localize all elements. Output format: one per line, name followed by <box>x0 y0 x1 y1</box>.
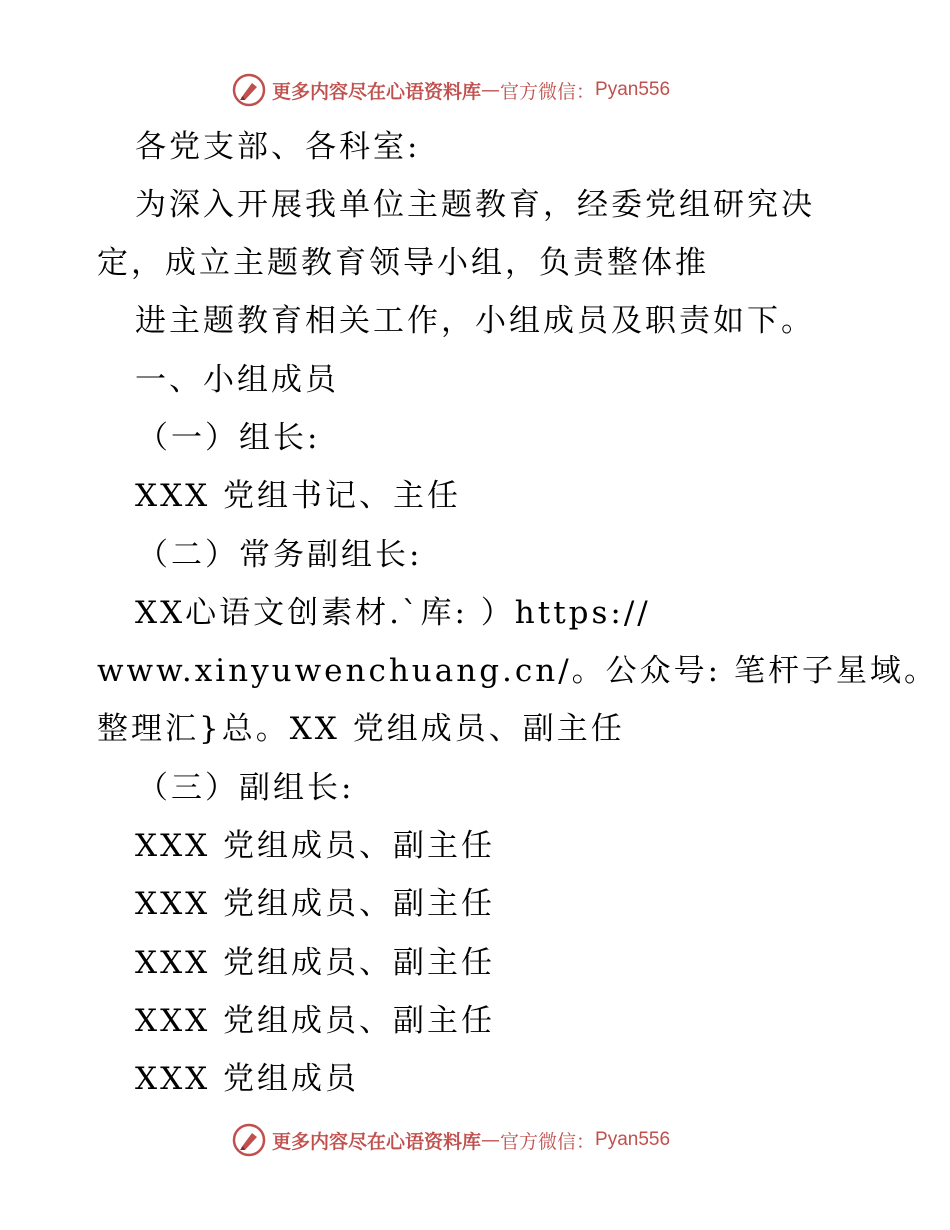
paragraph-line: 为深入开展我单位主题教育，经委党组研究决 <box>135 187 815 223</box>
member-line: XXX 党组成员、副主任 <box>135 1003 496 1039</box>
paragraph-line: 定，成立主题教育领导小组，负责整体推 <box>97 245 709 281</box>
watermark-wechat-id: Pyan556 <box>595 79 671 100</box>
paragraph-line: 整理汇}总。XX 党组成员、副主任 <box>97 711 625 747</box>
member-line: XXX 党组成员 <box>135 1061 360 1097</box>
watermark-dash: — <box>481 79 501 101</box>
watermark-main-text: 更多内容尽在心语资料库 <box>272 1130 482 1153</box>
member-line: XXX 党组书记、主任 <box>135 478 462 514</box>
paragraph-line: www.xinyuwenchuang.cn/。公众号: 笔杆子星域。 <box>97 653 938 689</box>
watermark-official-label: 官方微信： <box>500 1130 596 1153</box>
member-line: XXX 党组成员、副主任 <box>135 945 496 981</box>
watermark-wechat-id: Pyan556 <box>595 1129 671 1150</box>
watermark-main-text: 更多内容尽在心语资料库 <box>272 80 482 103</box>
pen-nib-logo-icon <box>232 1123 266 1157</box>
subsection-heading: （二）常务副组长: <box>137 537 423 573</box>
member-line: XXX 党组成员、副主任 <box>135 828 496 864</box>
section-heading: 一、小组成员 <box>135 362 339 398</box>
salutation: 各党支部、各科室: <box>135 129 421 165</box>
watermark-dash: — <box>481 1129 501 1151</box>
subsection-heading: （三）副组长: <box>137 770 355 806</box>
paragraph-line: 进主题教育相关工作，小组成员及职责如下。 <box>135 303 815 339</box>
header-watermark <box>232 72 670 108</box>
paragraph-line: XX心语文创素材.`库: ）https:// <box>135 595 651 631</box>
watermark-official-label: 官方微信： <box>500 80 596 103</box>
subsection-heading: （一）组长: <box>137 420 321 456</box>
pen-nib-logo-icon <box>232 73 266 107</box>
member-line: XXX 党组成员、副主任 <box>135 886 496 922</box>
footer-watermark <box>232 1122 670 1158</box>
